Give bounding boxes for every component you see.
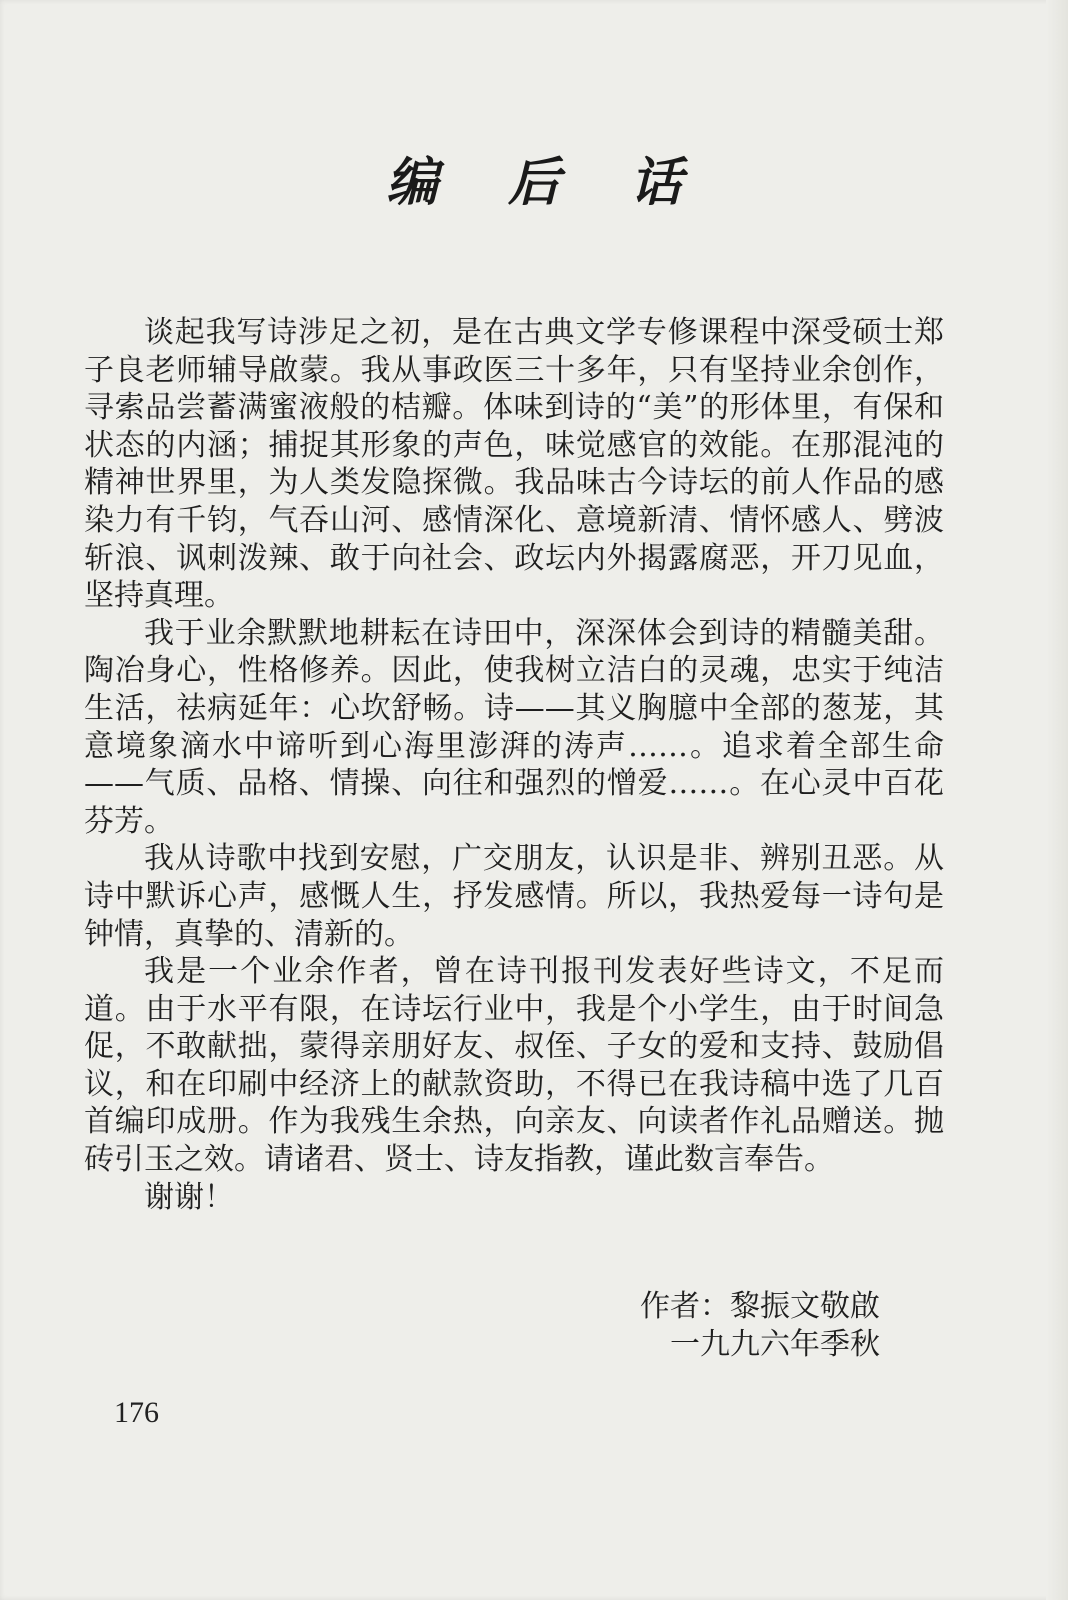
signature-block bbox=[560, 1288, 880, 1364]
author-line: 作者：黎振文敬啟 bbox=[640, 1289, 880, 1324]
paragraph: 我于业余默默地耕耘在诗田中，深深体会到诗的精髓美甜。陶冶身心，性格修养。因此，使我树立洁白的灵魂，忠实于纯洁生活，祛病延年：心坎舒畅。诗——其义胸臆中全部的葱茏，其意境象滴水中谛听到心海里澎湃的涛声……。追求着全部生命——气质、品格、情操、向往和强烈的憎爱……。在心灵中百花芬芳。 bbox=[84, 615, 944, 839]
closing-thanks: 谢谢！ bbox=[144, 1179, 234, 1215]
page-edge bbox=[1046, 0, 1068, 1600]
date-line: 一九九六年季秋 bbox=[670, 1327, 880, 1362]
page-number: 176 bbox=[114, 1396, 159, 1429]
paragraph: 我是一个业余作者，曾在诗刊报刊发表好些诗文，不足而道。由于水平有限，在诗坛行业中，我是个小学生，由于时间急促，不敢献拙，蒙得亲朋好友、叔侄、子女的爱和支持、鼓励倡议，和在印刷中经济上的献款资助，不得已在我诗稿中选了几百首编印成册。作为我残生余热，向亲友、向读者作礼品赠送。抛砖引玉之效。请诸君、贤士、诗友指教，谨此数言奉告。 bbox=[84, 954, 944, 1178]
afterword-body bbox=[84, 314, 944, 1216]
paragraph: 谈起我写诗涉足之初，是在古典文学专修课程中深受硕士郑子良老师辅导啟蒙。我从事政医三十多年，只有坚持业余创作，寻索品尝蓄满蜜液般的桔瓣。体味到诗的“美”的形体里，有保和状态的内涵；捕捉其形象的声色，味觉感官的效能。在那混沌的精神世界里，为人类发隐探微。我品味古今诗坛的前人作品的感染力有千钧，气吞山河、感情深化、意境新清、情怀感人、劈波斩浪、讽刺泼辣、敢于向社会、政坛内外揭露腐恶，开刀见血，坚持真理。 bbox=[84, 315, 944, 614]
paragraph: 我从诗歌中找到安慰，广交朋友，认识是非、辨别丑恶。从诗中默诉心声，感慨人生，抒发感情。所以，我热爱每一诗句是钟情，真挚的、清新的。 bbox=[84, 841, 944, 952]
page-title: 编后话 bbox=[385, 152, 752, 213]
